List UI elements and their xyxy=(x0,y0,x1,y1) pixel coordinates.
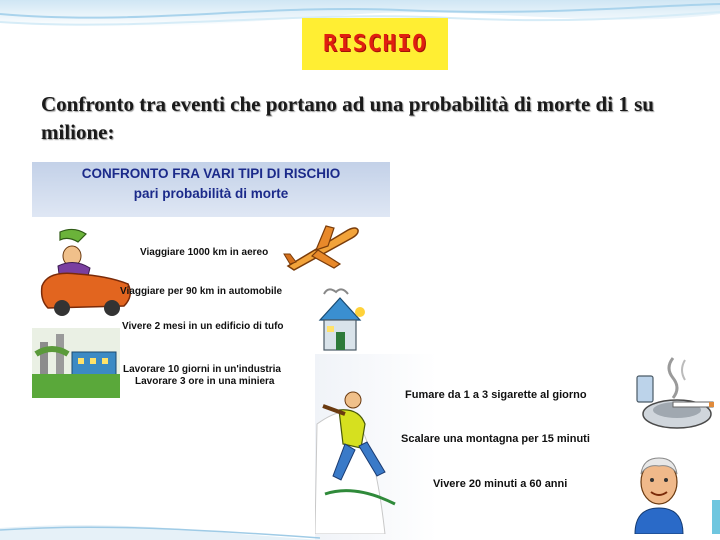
house-icon xyxy=(314,286,366,356)
intro-text: Confronto tra eventi che portano ad una probabilità di morte di 1 su milione: xyxy=(41,92,654,144)
slide-title: RISCHIO xyxy=(323,31,427,57)
panel-subheading: pari probabilità di morte xyxy=(133,186,289,201)
airplane-icon xyxy=(282,220,362,272)
risk-label-industry: Lavorare 10 giorni in un'industria xyxy=(123,364,281,375)
risk-label-car: Viaggiare per 90 km in automobile xyxy=(120,286,283,297)
footer-wave-decoration xyxy=(0,508,320,540)
climber-icon xyxy=(315,384,405,534)
title-box xyxy=(302,18,448,70)
risk-label-house: Vivere 2 mesi in un edificio di tufo xyxy=(122,321,284,332)
panel-header xyxy=(32,162,390,217)
panel-heading: CONFRONTO FRA VARI TIPI DI RISCHIO xyxy=(81,166,341,181)
factory-icon xyxy=(32,328,120,398)
risk-label-age: Vivere 20 minuti a 60 anni xyxy=(433,478,568,490)
corner-accent xyxy=(712,500,720,534)
risk-label-mine: Lavorare 3 ore in una miniera xyxy=(135,376,275,387)
risk-label-climbing: Scalare una montagna per 15 minuti xyxy=(401,433,590,445)
ashtray-icon xyxy=(633,354,715,436)
old-man-icon xyxy=(631,448,687,534)
risk-label-airplane: Viaggiare 1000 km in aereo xyxy=(140,247,269,258)
car-driver-icon xyxy=(38,226,138,318)
risk-label-smoking: Fumare da 1 a 3 sigarette al giorno xyxy=(405,389,587,401)
risk-comparison-panel-2 xyxy=(315,354,720,540)
